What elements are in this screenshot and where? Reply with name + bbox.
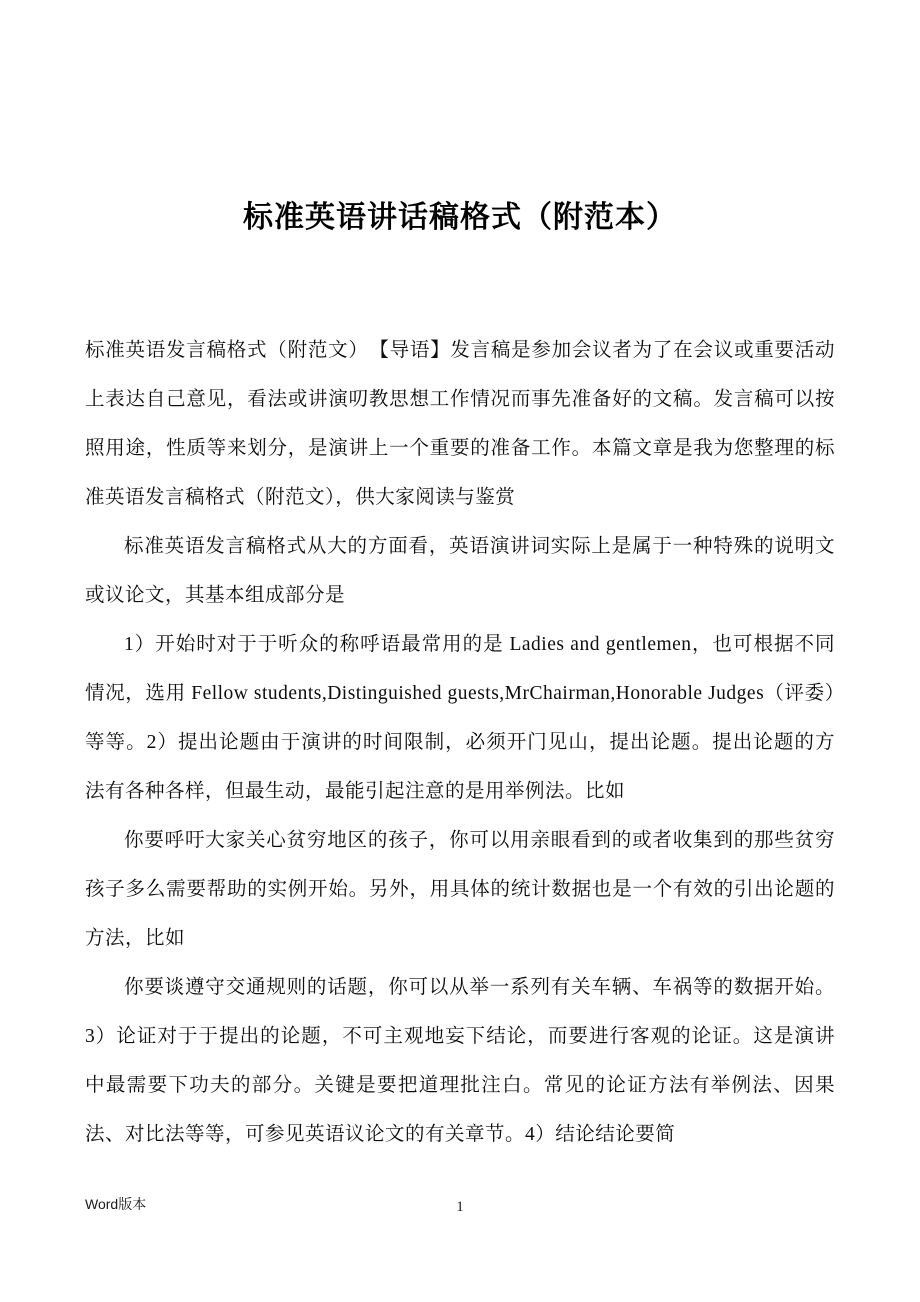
document-title: 标准英语讲话稿格式（附范本）: [243, 201, 677, 234]
footer-word-version-label: Word版本: [85, 1196, 147, 1212]
paragraph-point-1-2: 1）开始时对于于听众的称呼语最常用的是 Ladies and gentlemen，也可根据不同情况，选用 Fellow students,Distinguished guests,MrChairman,Honorable Judges（评委）等等。2）提出论题由于演讲的时间限制，必须开门见山，提出论题。提出论题的方法有各种各样，但最生动，最能引起注意的是用举例法。比如: [85, 634, 835, 802]
paragraph-overview: 标准英语发言稿格式从大的方面看，英语演讲词实际上是属于一种特殊的说明文或议论文，其基本组成部分是: [85, 536, 835, 606]
document-body: [85, 326, 835, 1159]
paragraph-intro: 标准英语发言稿格式（附范文） 【导语】发言稿是参加会议者为了在会议或重要活动上表达自己意见，看法或讲演叨教思想工作情况而事先准备好的文稿。发言稿可以按照用途，性质等来划分，是演讲上一个重要的准备工作。本篇文章是我为您整理的标准英语发言稿格式（附范文），供大家阅读与鉴赏: [85, 340, 835, 508]
page-number: 1: [456, 1199, 464, 1215]
paragraph-example-children: 你要呼吁大家关心贫穷地区的孩子，你可以用亲眼看到的或者收集到的那些贫穷孩子多么需要帮助的实例开始。另外，用具体的统计数据也是一个有效的引出论题的方法，比如: [85, 830, 835, 949]
paragraph-point-3-4: 你要谈遵守交通规则的话题，你可以从举一系列有关车辆、车祸等的数据开始。3）论证对于于提出的论题，不可主观地妄下结论，而要进行客观的论证。这是演讲中最需要下功夫的部分。关键是要把道理批注白。常见的论证方法有举例法、因果法、对比法等等，可参见英语议论文的有关章节。4）结论结论要简: [85, 977, 835, 1145]
